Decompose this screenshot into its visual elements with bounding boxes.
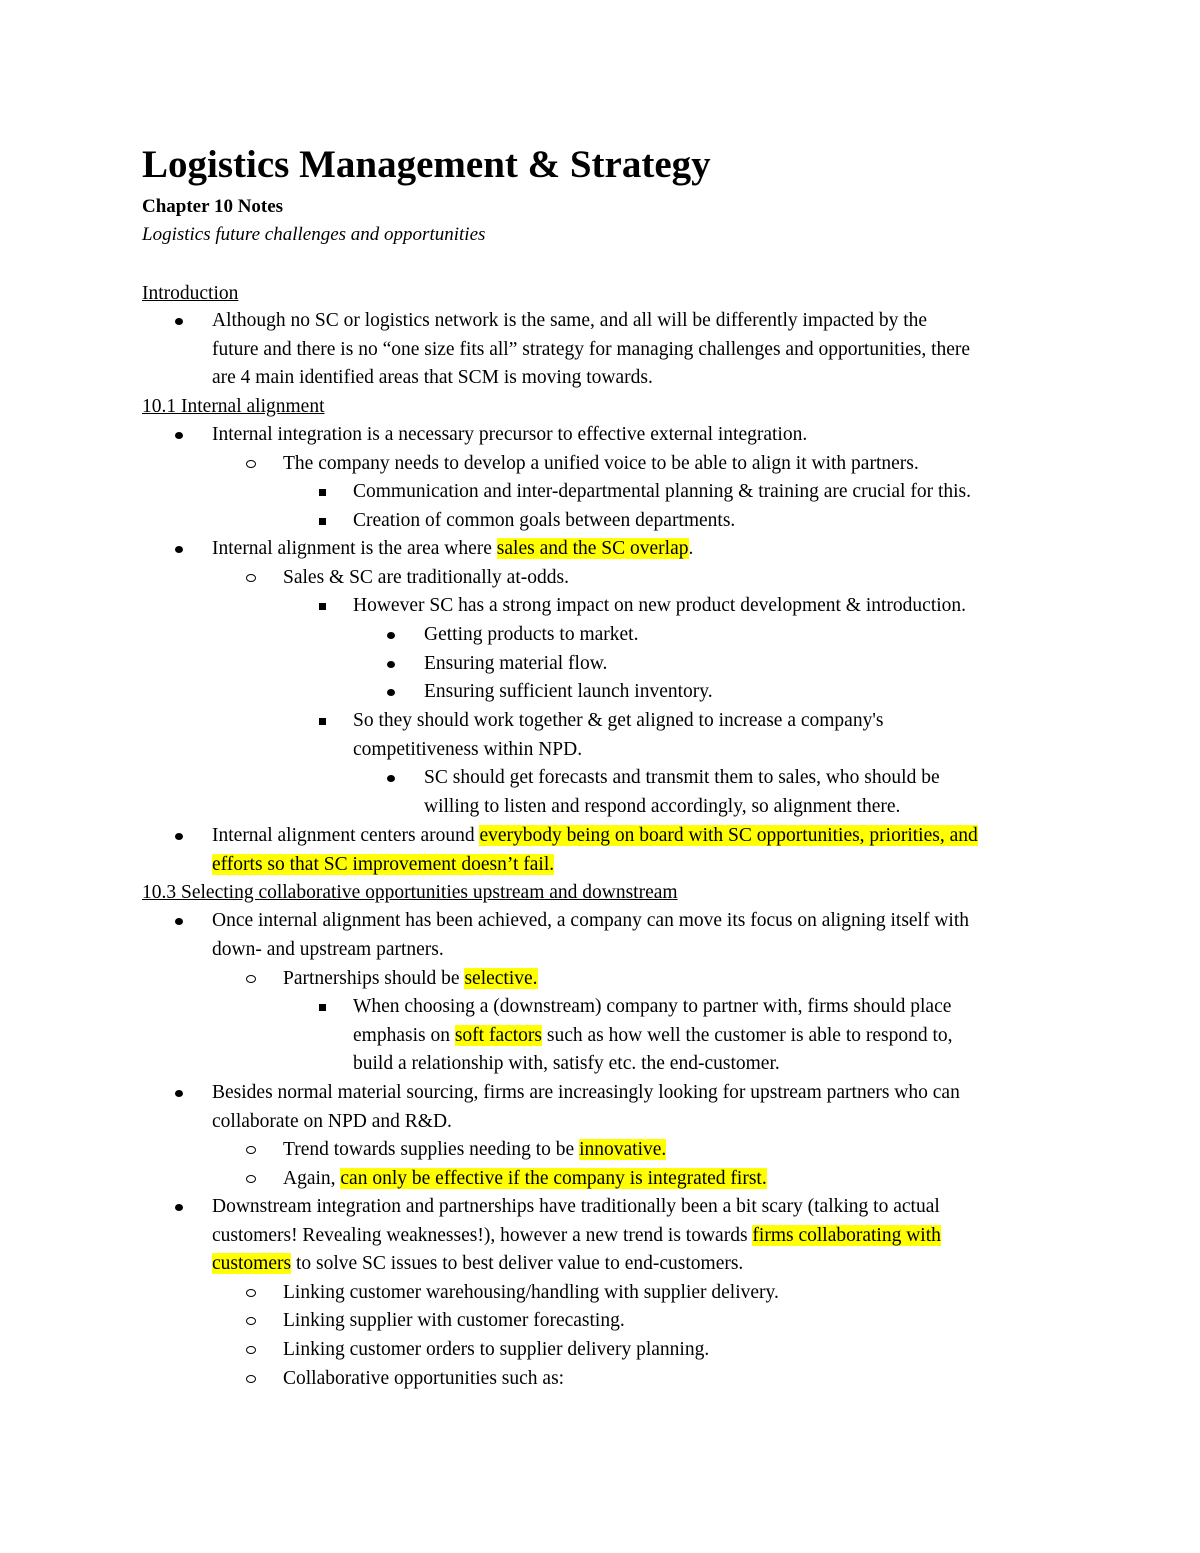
list-item: Again, can only be effective if the company is integrated first. bbox=[283, 1165, 767, 1194]
highlight: firms collaborating with bbox=[752, 1224, 941, 1246]
bullet-circle bbox=[246, 460, 256, 468]
bullet-disc bbox=[175, 1204, 183, 1211]
list-item: Downstream integration and partnerships have traditionally been a bit scary (talking to actual customers! Revealing weaknesses!), however a new trend is towards firms collaborating with customers to solve SC issues to best deliver value to end-customers. bbox=[212, 1193, 941, 1279]
list-item: Internal alignment is the area where sales and the SC overlap. bbox=[212, 535, 693, 564]
bullet-circle bbox=[246, 1317, 256, 1325]
bullet-disc bbox=[175, 1090, 183, 1097]
highlight: innovative. bbox=[579, 1139, 667, 1160]
highlight: efforts so that SC improvement doesn’t fail. bbox=[212, 853, 555, 875]
bullet-circle bbox=[246, 1175, 256, 1183]
bullet-disc bbox=[387, 661, 395, 668]
list-item: Communication and inter-departmental planning & training are crucial for this. bbox=[353, 478, 971, 507]
bullet-square bbox=[319, 518, 326, 525]
bullet-circle bbox=[246, 1289, 256, 1297]
list-item: Creation of common goals between departments. bbox=[353, 507, 735, 536]
section-heading-introduction: Introduction bbox=[142, 283, 239, 304]
section-heading-collaborative: 10.3 Selecting collaborative opportunities upstream and downstream bbox=[142, 882, 678, 903]
list-item: Ensuring material flow. bbox=[424, 650, 607, 679]
bullet-square bbox=[319, 1004, 326, 1011]
list-item: Linking customer orders to supplier delivery planning. bbox=[283, 1336, 709, 1365]
page-title: Logistics Management & Strategy bbox=[142, 143, 711, 186]
bullet-disc bbox=[387, 689, 395, 696]
bullet-disc bbox=[175, 432, 183, 439]
highlight: selective. bbox=[464, 968, 538, 989]
highlight: can only be effective if the company is integrated first. bbox=[340, 1168, 767, 1189]
bullet-square bbox=[319, 603, 326, 610]
list-item: Besides normal material sourcing, firms are increasingly looking for upstream partners who can collaborate on NPD and R&D. bbox=[212, 1079, 960, 1136]
list-item: The company needs to develop a unified voice to be able to align it with partners. bbox=[283, 450, 919, 479]
bullet-disc bbox=[175, 918, 183, 925]
list-item: Ensuring sufficient launch inventory. bbox=[424, 678, 713, 707]
bullet-square bbox=[319, 718, 326, 725]
list-item: Linking supplier with customer forecasting. bbox=[283, 1307, 625, 1336]
bullet-disc bbox=[387, 775, 395, 782]
section-heading-internal-alignment: 10.1 Internal alignment bbox=[142, 396, 325, 417]
list-item: Linking customer warehousing/handling with supplier delivery. bbox=[283, 1279, 779, 1308]
list-item: Getting products to market. bbox=[424, 621, 638, 650]
list-item: Sales & SC are traditionally at-odds. bbox=[283, 564, 569, 593]
bullet-disc bbox=[175, 833, 183, 840]
highlight: sales and the SC overlap bbox=[496, 538, 689, 559]
bullet-square bbox=[319, 489, 326, 496]
bullet-circle bbox=[246, 1346, 256, 1354]
bullet-circle bbox=[246, 975, 256, 983]
list-item: Internal alignment centers around everybody being on board with SC opportunities, priorities, and efforts so that SC improvement doesn’t fail. bbox=[212, 822, 978, 879]
bullet-circle bbox=[246, 574, 256, 582]
list-item: Once internal alignment has been achieved, a company can move its focus on aligning itself with down- and upstream partners. bbox=[212, 907, 969, 964]
list-item: Although no SC or logistics network is the same, and all will be differently impacted by the future and there is no “one size fits all” strategy for managing challenges and opportunities, there are 4 main identified areas that SCM is moving towards. bbox=[212, 307, 970, 393]
list-item: So they should work together & get aligned to increase a company's competitiveness within NPD. bbox=[353, 707, 883, 764]
subtitle: Logistics future challenges and opportunities bbox=[142, 224, 486, 245]
list-item: Collaborative opportunities such as: bbox=[283, 1365, 564, 1394]
bullet-disc bbox=[175, 318, 183, 325]
bullet-disc bbox=[387, 632, 395, 639]
bullet-circle bbox=[246, 1375, 256, 1383]
highlight: soft factors bbox=[454, 1024, 543, 1046]
chapter-label: Chapter 10 Notes bbox=[142, 196, 284, 217]
bullet-disc bbox=[175, 546, 183, 553]
highlight: everybody being on board with SC opportunities, priorities, and bbox=[479, 825, 978, 846]
list-item: Internal integration is a necessary precursor to effective external integration. bbox=[212, 421, 807, 450]
bullet-circle bbox=[246, 1146, 256, 1154]
list-item: Partnerships should be selective. bbox=[283, 965, 538, 994]
highlight: customers bbox=[212, 1253, 292, 1275]
list-item: SC should get forecasts and transmit them to sales, who should be willing to listen and respond accordingly, so alignment there. bbox=[424, 764, 940, 821]
list-item: Trend towards supplies needing to be innovative. bbox=[283, 1136, 666, 1165]
list-item: However SC has a strong impact on new product development & introduction. bbox=[353, 592, 966, 621]
list-item: When choosing a (downstream) company to partner with, firms should place emphasis on soft factors such as how well the customer is able to respond to, build a relationship with, satisfy etc. the end-customer. bbox=[353, 993, 953, 1079]
